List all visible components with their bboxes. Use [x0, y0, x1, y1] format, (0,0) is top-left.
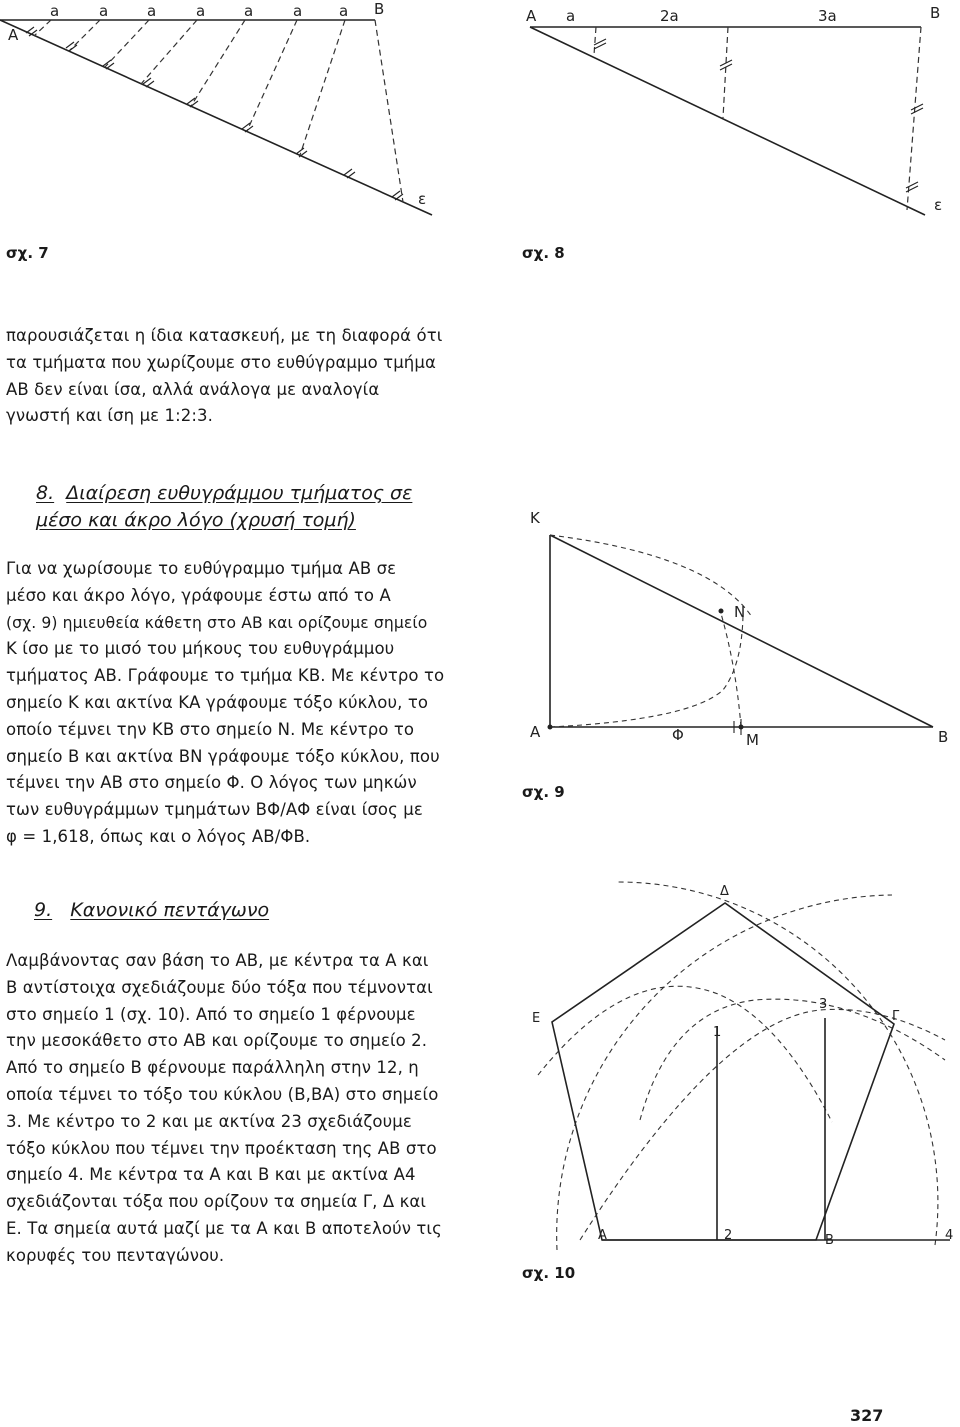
text-line: Από το σημείο Β φέρνουμε παράλληλη στην 12, η: [6, 1058, 419, 1078]
figure-7: [0, 0, 427, 230]
fig7-label-epsilon: ε: [418, 190, 427, 208]
fig10-arc-small-right: [640, 999, 945, 1120]
text-line: την μεσοκάθετο στο ΑΒ και ορίζουμε το σημείο 2.: [6, 1031, 428, 1051]
fig7-segment-label: a: [339, 2, 349, 20]
fig8-segment-label: a: [566, 7, 576, 25]
fig9-label-a: Α: [530, 723, 541, 741]
fig10-arc-small-left: [538, 986, 832, 1122]
fig10-arc-center-2: [580, 1009, 945, 1240]
text-line: σημείο Β και ακτίνα ΒΝ γράφουμε τόξο κύκλου, που: [6, 746, 440, 766]
text-line: στο σημείο 1 (σχ. 10). Από το σημείο 1 φέρνουμε: [6, 1004, 416, 1024]
fig10-label-b: Β: [825, 1233, 834, 1248]
fig10-label-delta: Δ: [720, 884, 729, 899]
fig10-label-2: 2: [724, 1228, 733, 1243]
text-line: σημείο 4. Με κέντρα τα Α και Β και με ακτίνα Α4: [6, 1165, 416, 1185]
fig7-segment-label: a: [147, 2, 157, 20]
text-line: Λαμβάνοντας σαν βάση το ΑΒ, με κέντρα τα Α και: [6, 951, 429, 970]
section-9-title: Κανονικό πεντάγωνο: [70, 899, 270, 921]
fig9-label-k: Κ: [530, 509, 540, 527]
section-8-title-line1: Διαίρεση ευθυγράμμου τμήματος σε: [66, 482, 413, 504]
text-line: ΑΒ δεν είναι ίσα, αλλά ανάλογα με αναλογία: [6, 379, 380, 399]
fig9-segment-kb: [550, 535, 933, 727]
section-9-number: 9.: [34, 899, 53, 921]
fig9-label-n: Ν: [734, 603, 746, 621]
text-line: γνωστή και ίση με 1:2:3.: [6, 406, 213, 426]
text-line: Β αντίστοιχα σχεδιάζουμε δύο τόξα που τέμνονται: [6, 977, 433, 997]
text-line: φ = 1,618, όπως και ο λόγος ΑΒ/ΦΒ.: [6, 826, 311, 846]
fig8-tick-marks: [594, 39, 923, 192]
text-line: (σχ. 9) ημιευθεία κάθετη στο ΑΒ και ορίζουμε σημείο: [6, 613, 428, 632]
fig7-segment-label: a: [196, 2, 206, 20]
text-line: τα τμήματα που χωρίζουμε στο ευθύγραμμο τμήμα: [6, 352, 436, 372]
section-9-body: [6, 948, 476, 1270]
text-line: 3. Με κέντρο το 2 και με ακτίνα 23 σχεδιάζουμε: [6, 1111, 412, 1131]
fig7-segment-label: a: [244, 2, 254, 20]
fig7-label-b: Β: [374, 0, 385, 18]
section-8-title-line2: μέσο και άκρο λόγο (χρυσή τομή): [36, 509, 356, 531]
figure-9: [520, 495, 960, 760]
fig8-label-epsilon: ε: [934, 196, 943, 214]
fig8-segment-label: 3a: [818, 7, 837, 25]
text-line: των ευθυγράμμων τμημάτων ΒΦ/ΑΦ είναι ίσος με: [6, 800, 423, 820]
fig9-label-m: Μ: [746, 731, 759, 749]
fig9-caption: σχ. 9: [522, 783, 565, 801]
text-line: οποία τέμνει το τόξο του κύκλου (Β,ΒΑ) στο σημείο: [6, 1084, 439, 1104]
fig9-label-b: Β: [938, 728, 949, 746]
fig9-point-n: [719, 609, 724, 614]
fig9-arc-k: [550, 615, 743, 727]
page-number: 327: [850, 1406, 884, 1425]
section-9-heading: [34, 897, 454, 924]
fig10-pentagon: [552, 903, 894, 1240]
fig10-label-e: Ε: [532, 1011, 541, 1026]
fig8-label-b: Β: [930, 4, 941, 22]
fig7-ray-epsilon: [0, 20, 432, 215]
figure-8: [520, 0, 960, 230]
fig10-label-1: 1: [713, 1025, 722, 1040]
text-line: οποίο τέμνει την ΚΒ στο σημείο Ν. Με κέντρο το: [6, 719, 415, 739]
fig10-arc-b: [615, 882, 938, 1245]
fig7-segment-label: a: [50, 2, 60, 20]
fig7-parallel-lines: [34, 20, 403, 202]
text-line: Ε. Τα σημεία αυτά μαζί με τα Α και Β αποτελούν τις: [6, 1218, 442, 1238]
fig8-segment-label: 2a: [660, 7, 679, 25]
text-line: μέσο και άκρο λόγο, γράφουμε έστω από το Α: [6, 585, 391, 605]
text-line: σημείο Κ και ακτίνα ΚΑ γράφουμε τόξο κύκλου, το: [6, 692, 429, 712]
section-8-heading: [36, 480, 496, 534]
fig8-parallel-lines: [594, 27, 921, 210]
fig7-segment-label: a: [99, 2, 109, 20]
section-8-body: [6, 556, 476, 851]
fig8-ray-epsilon: [530, 27, 925, 215]
text-line: Για να χωρίσουμε το ευθύγραμμο τμήμα ΑΒ σε: [6, 559, 397, 578]
text-line: σχεδιάζονται τόξα που ορίζουν τα σημεία Γ, Δ και: [6, 1192, 427, 1212]
fig10-arc-a: [557, 895, 892, 1250]
text-line: παρουσιάζεται η ίδια κατασκευή, με τη διαφορά ότι: [6, 326, 443, 345]
fig10-label-a: Α: [598, 1228, 607, 1243]
fig10-label-gamma: Γ: [892, 1009, 900, 1024]
fig9-arc-k-top: [550, 535, 752, 617]
text-line: τόξο κύκλου που τέμνει την προέκταση της ΑΒ στο: [6, 1138, 437, 1158]
fig8-caption: σχ. 8: [522, 244, 565, 262]
fig7-segment-label: a: [293, 2, 303, 20]
fig9-label-phi: Φ: [672, 726, 684, 744]
fig8-label-a: Α: [526, 7, 537, 25]
fig7-caption: σχ. 7: [6, 244, 49, 262]
intro-paragraph: [6, 323, 476, 430]
text-line: τμήματος ΑΒ. Γράφουμε το τμήμα ΚΒ. Με κέντρο το: [6, 666, 445, 686]
text-line: κορυφές του πενταγώνου.: [6, 1245, 225, 1265]
fig10-caption: σχ. 10: [522, 1264, 576, 1282]
figure-10: [520, 870, 960, 1260]
fig10-label-3: 3: [819, 997, 828, 1012]
text-line: τέμνει την ΑΒ στο σημείο Φ. Ο λόγος των μηκών: [6, 773, 417, 793]
fig9-point-a: [548, 725, 553, 730]
text-line: Κ ίσο με το μισό του μήκους του ευθυγράμμου: [6, 639, 395, 659]
fig9-arc-b: [720, 610, 741, 727]
fig7-tick-marks: [26, 27, 403, 200]
fig7-label-a: Α: [8, 26, 19, 44]
section-8-number: 8.: [36, 482, 55, 504]
fig10-label-4: 4: [945, 1228, 954, 1243]
